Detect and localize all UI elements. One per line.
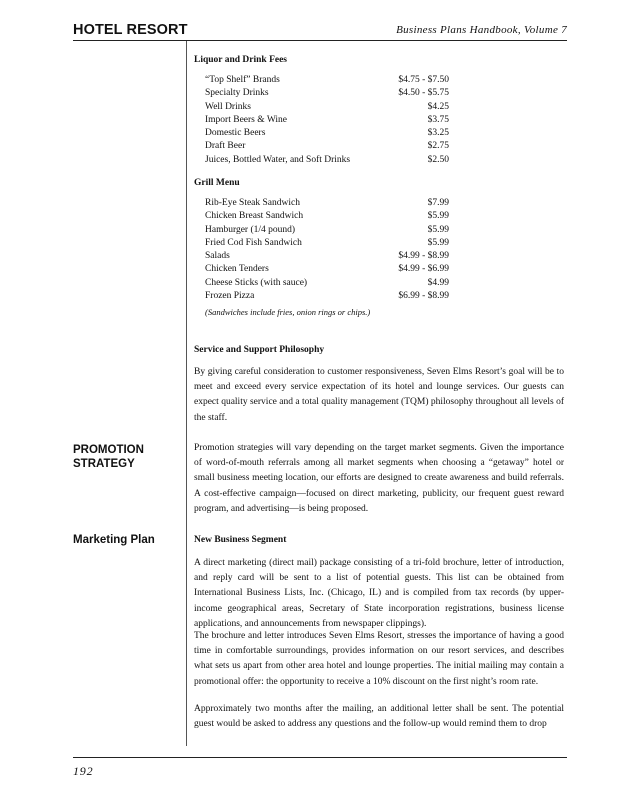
price-row — [205, 197, 449, 210]
item-price: $6.99 - $8.99 — [398, 291, 449, 302]
price-row — [205, 224, 449, 237]
item-price: $3.75 — [427, 114, 449, 125]
item-price: $4.25 — [427, 101, 449, 112]
price-row — [205, 250, 449, 263]
item-price: $2.75 — [427, 141, 449, 152]
item-name: Import Beers & Wine — [205, 114, 288, 125]
marketing-paragraph-2: The brochure and letter introduces Seven Elms Resort, stresses the importance of having a good time in comfortable surroundings, provides information on our resort services, and describes what sets us apart from other area hotel and lounge properties. The initial mailing may contain a promotional offer: the opportunity to receive a 10% discount on the first night’s room rate. — [194, 631, 564, 687]
promotion-strategy-heading — [73, 443, 144, 471]
footer-rule — [73, 757, 567, 758]
price-row — [205, 210, 449, 223]
price-row — [205, 101, 449, 114]
price-row — [205, 87, 449, 100]
item-price: $4.50 - $5.75 — [398, 88, 449, 99]
item-price: $7.99 — [427, 198, 449, 208]
service-philosophy-heading: Service and Support Philosophy — [194, 345, 325, 355]
liquor-price-list — [205, 74, 449, 167]
price-row — [205, 290, 449, 303]
item-price: $4.75 - $7.50 — [398, 75, 449, 85]
item-price: $4.99 — [427, 277, 449, 288]
promotion-strategy-text: Promotion strategies will vary depending on the target market segments. Given the importance of word-of-mouth referrals among all market segments when choosing a “getaway” hotel or small business meeting location, our efforts are designed to create awareness and build referrals. A cost-effective campaign—focused on direct marketing, publicity, our frequent guest reward program, and advertising—is being proposed. — [194, 443, 564, 514]
liquor-fees-heading: Liquor and Drink Fees — [194, 55, 287, 65]
item-price: $4.99 - $8.99 — [398, 251, 449, 262]
header-rule — [73, 40, 567, 41]
item-name: Fried Cod Fish Sandwich — [205, 237, 302, 248]
item-price: $3.25 — [427, 128, 449, 139]
item-name: Draft Beer — [205, 141, 246, 152]
marketing-plan-heading: Marketing Plan — [73, 534, 155, 546]
grill-price-list — [205, 197, 449, 303]
item-name: Cheese Sticks (with sauce) — [205, 277, 308, 288]
item-name: Specialty Drinks — [205, 88, 269, 99]
running-header-book-title: Business Plans Handbook, Volume 7 — [396, 24, 567, 36]
running-header-title: HOTEL RESORT — [73, 22, 188, 38]
page-number: 192 — [73, 764, 94, 778]
item-name: Domestic Beers — [205, 128, 266, 139]
item-price: $5.99 — [427, 211, 449, 222]
item-name: Frozen Pizza — [205, 291, 255, 302]
promotion-heading-line: STRATEGY — [73, 458, 135, 470]
grill-menu-note: (Sandwiches include fries, onion rings or chips.) — [205, 307, 371, 317]
item-price: $5.99 — [427, 237, 449, 248]
item-name: Hamburger (1/4 pound) — [205, 224, 296, 235]
item-name: “Top Shelf” Brands — [205, 75, 280, 85]
price-row — [205, 114, 449, 127]
marketing-paragraph-3: Approximately two months after the mailing, an additional letter shall be sent. The potential guest would be asked to address any questions and the follow-up would remind them to drop — [194, 704, 564, 730]
price-row — [205, 237, 449, 250]
item-price: $5.99 — [427, 224, 449, 235]
price-row — [205, 140, 449, 153]
price-row — [205, 263, 449, 276]
column-divider — [186, 41, 187, 746]
item-name: Juices, Bottled Water, and Soft Drinks — [205, 154, 351, 165]
price-row — [205, 74, 449, 87]
item-name: Chicken Breast Sandwich — [205, 211, 304, 222]
grill-menu-heading: Grill Menu — [194, 178, 240, 188]
price-row — [205, 127, 449, 140]
item-name: Rib-Eye Steak Sandwich — [205, 198, 300, 208]
promotion-heading-line: PROMOTION — [73, 444, 144, 456]
price-row — [205, 154, 449, 167]
new-business-segment-heading: New Business Segment — [194, 535, 287, 545]
item-name: Chicken Tenders — [205, 264, 269, 275]
item-price: $2.50 — [427, 154, 449, 165]
item-name: Well Drinks — [205, 101, 251, 112]
service-philosophy-text: By giving careful consideration to customer responsiveness, Seven Elms Resort’s goal will be to meet and exceed every service expectation of its hotel and lounge services. Our guests can expect quality service and a total quality management (TQM) philosophy throughout all levels of the staff. — [194, 367, 564, 423]
marketing-paragraph-1: A direct marketing (direct mail) package consisting of a tri-fold brochure, letter of introduction, and reply card will be sent to a list of potential guests. This list can be obtained from International Business Lists, Inc. (Chicago, IL) and is compiled from tax records (by upper-income geographical areas, Secretary of State incorporation registrations, business license applications, and announcements from newspaper clippings). — [194, 558, 564, 629]
item-name: Salads — [205, 251, 230, 262]
item-price: $4.99 - $6.99 — [398, 264, 449, 275]
price-row — [205, 277, 449, 290]
